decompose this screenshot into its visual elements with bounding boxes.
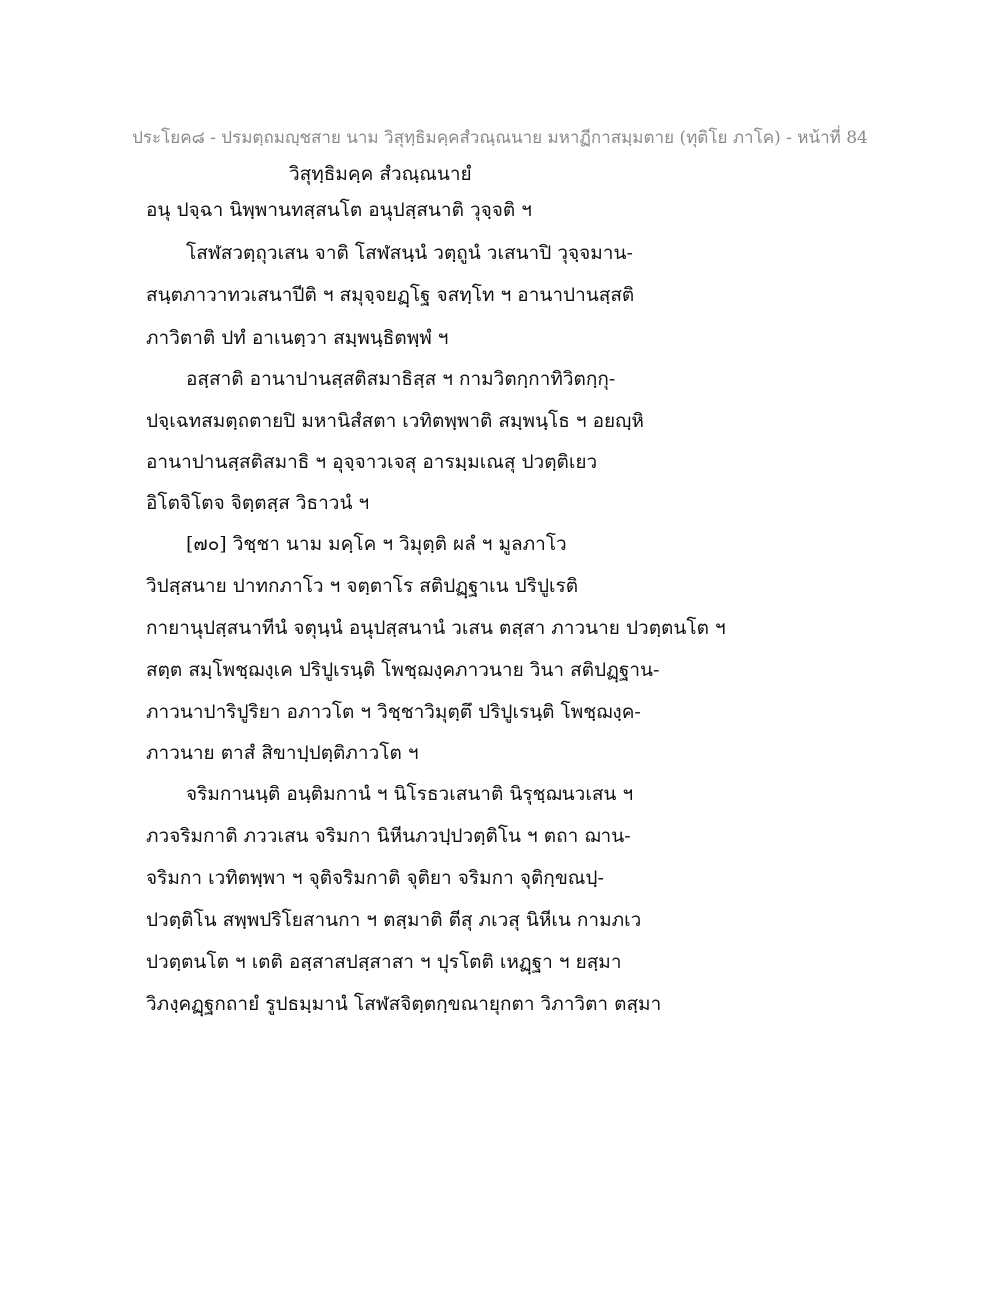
text-line: อิโตจิโตจ จิตฺตสฺส วิธาวนํ ฯ — [146, 492, 370, 514]
text-line: อนุ ปจฺฉา นิพฺพานทสฺสนโต อนุปสฺสนาติ วุจฺจติ ฯ — [146, 199, 532, 221]
section-title: วิสุทฺธิมคฺค สํวณฺณนายํ — [289, 163, 472, 185]
text-line: [๗๐] วิชฺชา นาม มคฺโค ฯ วิมุตฺติ ผลํ ฯ มูลภาโว — [186, 533, 567, 555]
text-line: ปวตฺตนโต ฯ เตติ อสฺสาสปสฺสาสา ฯ ปุรโตติ เหฏฺฐา ฯ ยสฺมา — [146, 951, 622, 973]
text-line: โสฬสวตฺถุวเสน จาติ โสฬสนฺนํ วตฺถูนํ วเสนาปิ วุจฺจมาน- — [186, 242, 633, 264]
text-line: ภาวนาปาริปูริยา อภาวโต ฯ วิชฺชาวิมุตฺตึ ปริปูเรนฺติ โพชฺฌงฺค- — [146, 701, 641, 723]
text-line: สนฺตภาวาทวเสนาปีติ ฯ สมุจฺจยฏฺโฐ จสทฺโท ฯ อานาปานสฺสติ — [146, 284, 635, 306]
text-line: จริมกา เวทิตพฺพา ฯ จุติจริมกาติ จุติยา จริมกา จุติกฺขณปฺ- — [146, 867, 604, 889]
text-line: อานาปานสฺสติสมาธิ ฯ อุจฺจาวเจสุ อารมฺมเณสุ ปวตฺติเยว — [146, 451, 598, 473]
text-line: สตฺต สมฺโพชฺฌงฺเค ปริปูเรนฺติ โพชฺฌงฺคภาวนาย วินา สติปฏฺฐาน- — [146, 659, 660, 681]
text-line: ภาวนาย ตาสํ สิขาปฺปตฺติภาวโต ฯ — [146, 742, 419, 764]
text-line: วิปสฺสนาย ปาทกภาโว ฯ จตฺตาโร สติปฏฺฐาเน ปริปูเรติ — [146, 575, 579, 597]
text-line: ภวจริมกาติ ภววเสน จริมกา นิหีนภวปฺปวตฺติโน ฯ ตถา ฌาน- — [146, 825, 631, 847]
page-header: ประโยค๘ - ปรมตฺถมญฺชสาย นาม วิสุทฺธิมคฺคสํวณฺณนาย มหาฏีกาสมฺมตาย (ทุติโย ภาโค) - หน้าที่ 84 — [132, 128, 868, 148]
text-line: ปวตฺติโน สพฺพปริโยสานกา ฯ ตสฺมาติ ตีสุ ภเวสุ นิหีเน กามภเว — [146, 909, 642, 931]
text-line: อสฺสาติ อานาปานสฺสติสมาธิสฺส ฯ กามวิตกฺกาทิวิตกฺกุ- — [186, 368, 616, 390]
text-line: จริมกานนฺติ อนฺติมกานํ ฯ นิโรธวเสนาติ นิรุชฺฌนวเสน ฯ — [186, 783, 634, 805]
text-line: ภาวิตาติ ปทํ อาเนตฺวา สมฺพนฺธิตพฺพํ ฯ — [146, 327, 449, 349]
text-line: กายานุปสฺสนาทีนํ จตุนฺนํ อนุปสฺสนานํ วเสน ตสฺสา ภาวนาย ปวตฺตนโต ฯ — [146, 617, 726, 639]
text-line: ปจฺเฉทสมตฺถตายปิ มหานิสํสตา เวทิตพฺพาติ สมฺพนฺโธ ฯ อยญฺหิ — [146, 410, 644, 432]
text-line: วิภงฺคฏฺฐกถายํ รูปธมฺมานํ โสฬสจิตฺตกฺขณายุกตา วิภาวิตา ตสฺมา — [146, 993, 662, 1015]
